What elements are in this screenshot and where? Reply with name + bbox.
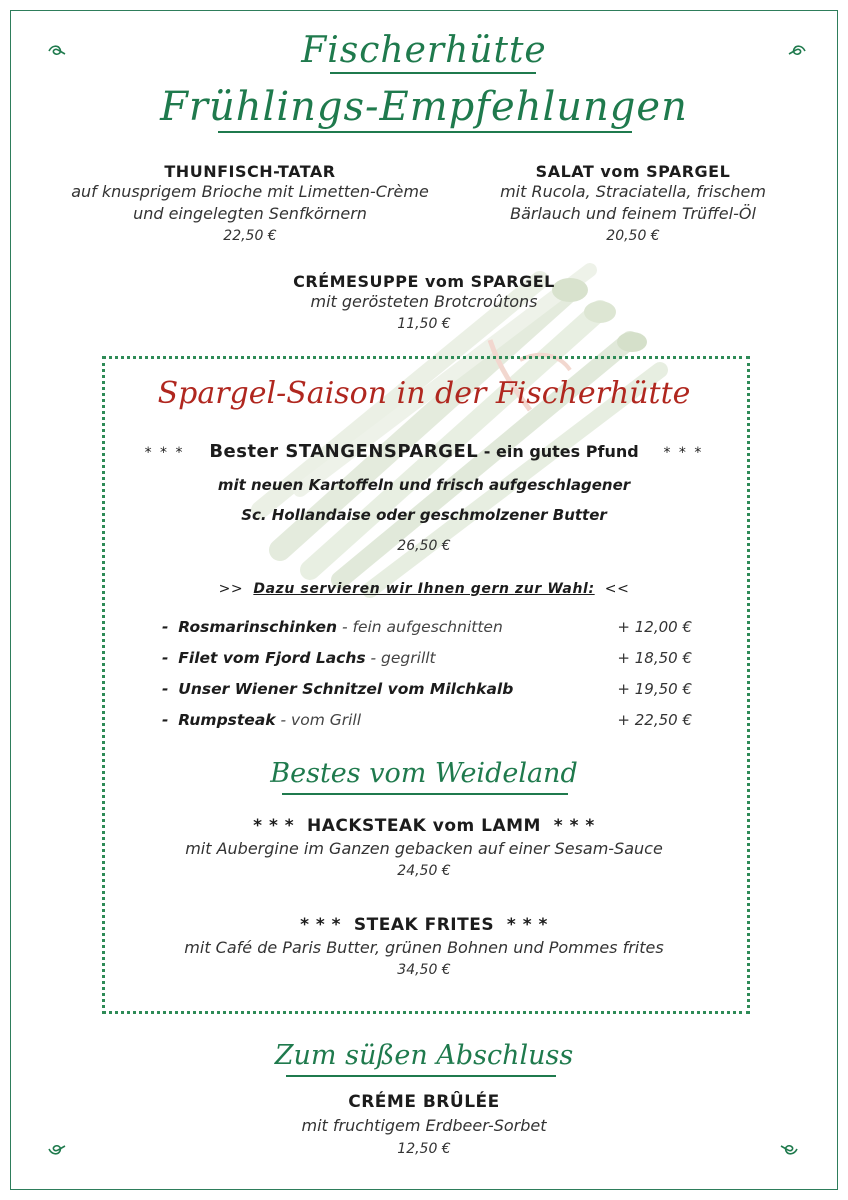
dish-description: mit Rucola, Straciatella, frischem xyxy=(500,182,766,201)
stars-left: * * * xyxy=(144,445,185,461)
dish-name-suffix: - ein gutes Pfund xyxy=(478,442,639,461)
subtitle-underline xyxy=(218,131,632,133)
weideland-dish xyxy=(0,816,848,879)
dish-description: auf knusprigem Brioche mit Limetten-Crème xyxy=(71,182,429,201)
choice-suffix: << xyxy=(604,581,630,597)
dish-description: Sc. Hollandaise oder geschmolzener Butter xyxy=(241,506,607,524)
dish-price: 12,50 € xyxy=(397,1141,451,1157)
menu-subtitle: Frühlings-Empfehlungen xyxy=(160,84,688,130)
list-item: - Filet vom Fjord Lachs - gegrillt + 18,50 € xyxy=(162,649,692,667)
list-item: - Unser Wiener Schnitzel vom Milchkalb + 19,50 € xyxy=(162,680,692,698)
dish-name: * * * HACKSTEAK vom LAMM * * * xyxy=(253,816,595,836)
list-item: - Rosmarinschinken - fein aufgeschnitten + 12,00 € xyxy=(162,618,692,636)
dish-price: 22,50 € xyxy=(223,228,277,244)
season-heading: Spargel-Saison in der Fischerhütte xyxy=(157,376,691,411)
dish-name: CRÉMESUPPE vom SPARGEL xyxy=(293,272,555,291)
addon-name: Rosmarinschinken xyxy=(178,618,338,636)
dish-name: SALAT vom SPARGEL xyxy=(535,162,731,181)
dish-name: Bester STANGENSPARGEL xyxy=(209,441,479,462)
addon-name: Filet vom Fjord Lachs xyxy=(178,649,366,667)
addon-price: + 12,00 € xyxy=(617,618,692,636)
dessert-underline xyxy=(286,1075,556,1077)
dessert-item xyxy=(0,1092,848,1157)
dish-name: * * * STEAK FRITES * * * xyxy=(300,915,548,935)
dessert-heading: Zum süßen Abschluss xyxy=(274,1040,574,1071)
starter-item xyxy=(433,162,833,244)
dish-description: mit Aubergine im Ganzen gebacken auf einer Sesam-Sauce xyxy=(185,839,663,858)
side-choice-line xyxy=(0,581,848,597)
dish-description: und eingelegten Senfkörnern xyxy=(133,204,367,223)
starter-item xyxy=(50,162,450,244)
addon-price: + 19,50 € xyxy=(617,680,692,698)
dish-price: 34,50 € xyxy=(397,962,451,978)
list-item: - Rumpsteak - vom Grill + 22,50 € xyxy=(162,711,692,729)
dish-description: mit neuen Kartoffeln und frisch aufgeschlagener xyxy=(217,476,631,494)
addon-note: - vom Grill xyxy=(275,711,362,729)
addon-name: Unser Wiener Schnitzel vom Milchkalb xyxy=(178,680,514,698)
dish-price: 11,50 € xyxy=(397,316,451,332)
weideland-underline xyxy=(282,793,568,795)
dish-description: mit gerösteten Brotcroûtons xyxy=(310,292,538,311)
weideland-heading: Bestes vom Weideland xyxy=(270,758,578,789)
addon-name: Rumpsteak xyxy=(178,711,276,729)
dish-price: 26,50 € xyxy=(397,538,451,554)
dish-name: THUNFISCH-TATAR xyxy=(164,162,336,181)
weideland-dish xyxy=(0,915,848,978)
addon-price: + 18,50 € xyxy=(617,649,692,667)
dish-description: mit Café de Paris Butter, grünen Bohnen und Pommes frites xyxy=(184,938,664,957)
addon-note: - gegrillt xyxy=(365,649,436,667)
title-underline xyxy=(330,72,536,74)
stars-right: * * * xyxy=(663,445,704,461)
addon-note: - fein aufgeschnitten xyxy=(337,618,503,636)
dish-description: Bärlauch und feinem Trüffel-Öl xyxy=(510,204,756,223)
dish-name: CRÉME BRÛLÉE xyxy=(348,1092,500,1112)
choice-text: Dazu servieren wir Ihnen gern zur Wahl: xyxy=(253,581,595,597)
dish-price: 20,50 € xyxy=(606,228,660,244)
addon-price: + 22,50 € xyxy=(617,711,692,729)
menu-title: Fischerhütte xyxy=(301,30,547,71)
choice-prefix: >> xyxy=(218,581,244,597)
dish-price: 24,50 € xyxy=(397,863,451,879)
soup-item xyxy=(0,272,848,332)
season-main-dish xyxy=(0,441,848,462)
dish-description: mit fruchtigem Erdbeer-Sorbet xyxy=(301,1116,547,1135)
